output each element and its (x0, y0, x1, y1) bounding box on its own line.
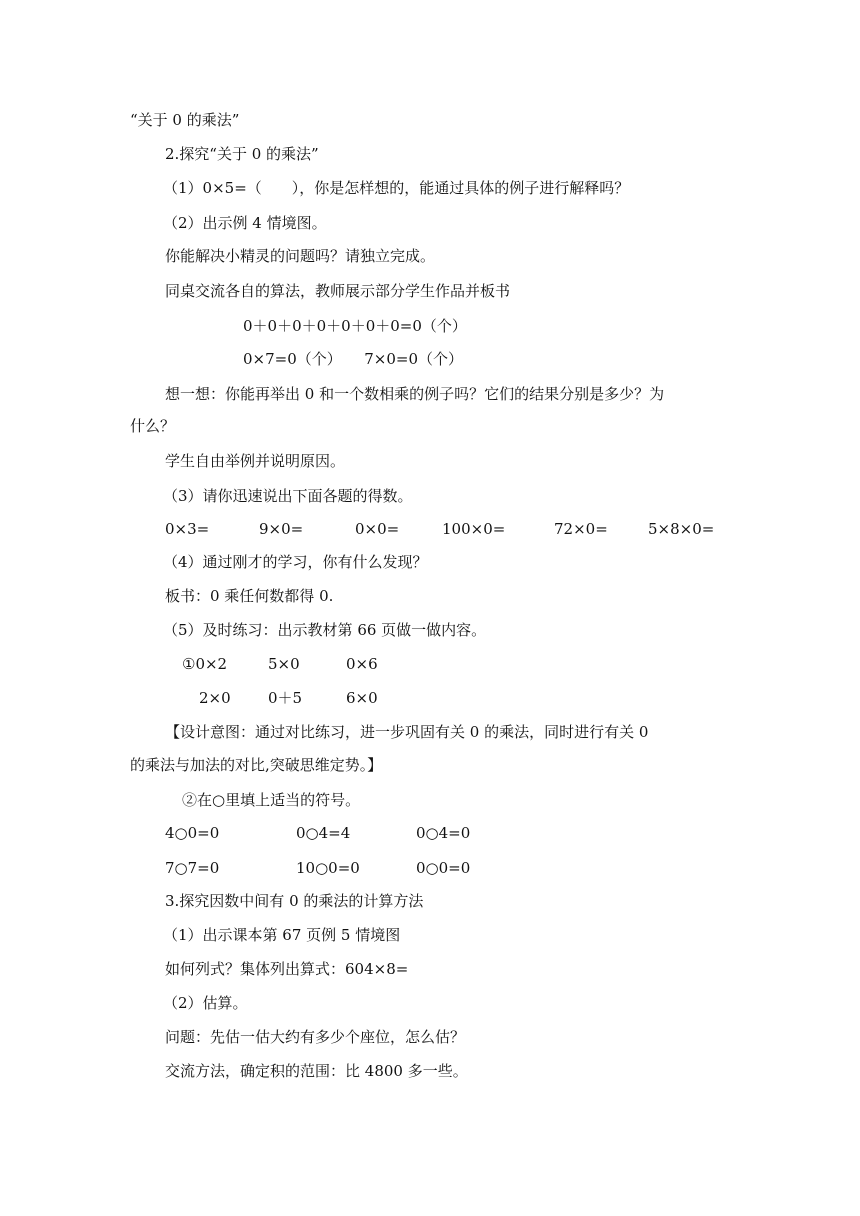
design-intent-line-2: 的乘法与加法的对比,突破思维定势。】 (130, 756, 383, 774)
step-5-text: （5）及时练习：出示教材第 66 页做一做内容。 (163, 621, 487, 639)
symbol-item: 10○0=0 (296, 859, 360, 877)
think-question-line-1: 想一想：你能再举出 0 和一个数相乘的例子吗？它们的结果分别是多少？为 (165, 385, 665, 403)
list-formula-text: 如何列式？集体列出算式：604×8= (165, 960, 409, 978)
symbol-item: 0○0=0 (416, 859, 471, 877)
symbol-row-2 (0, 858, 860, 878)
practice-item: 5×0 (268, 655, 300, 673)
quick-calc-row (0, 519, 860, 539)
quick-calc-item: 9×0= (259, 520, 304, 538)
think-question-line-2: 什么？ (130, 417, 176, 435)
heading-zero-multiplication: “关于 0 的乘法” (130, 111, 240, 129)
step-1-question: （1）0×5=（ ），你是怎样想的，能通过具体的例子进行解释吗？ (163, 179, 630, 197)
section-2-title: 2.探究“关于 0 的乘法” (165, 145, 319, 163)
formula-multiplication: 0×7=0（个） 7×0=0（个） (243, 350, 464, 368)
step-3-2-text: （2）估算。 (163, 994, 248, 1012)
practice-row-2 (0, 688, 860, 708)
practice-item: 2×0 (199, 689, 231, 707)
blackboard-note: 板书：0 乘任何数都得 0. (165, 587, 334, 605)
step-3-1-text: （1）出示课本第 67 页例 5 情境图 (163, 926, 401, 944)
design-intent-line-1: 【设计意图：通过对比练习，进一步巩固有关 0 的乘法，同时进行有关 0 (165, 723, 649, 741)
estimate-range: 交流方法，确定积的范围：比 4800 多一些。 (165, 1062, 468, 1080)
students-example-text: 学生自由举例并说明原因。 (165, 452, 346, 470)
step-3-text: （3）请你迅速说出下面各题的得数。 (163, 487, 413, 505)
symbol-item: 0○4=4 (296, 824, 351, 842)
exchange-text: 同桌交流各自的算法，教师展示部分学生作品并板书 (165, 282, 511, 300)
question-independent: 你能解决小精灵的问题吗？请独立完成。 (165, 247, 436, 265)
quick-calc-item: 5×8×0= (648, 520, 715, 538)
quick-calc-item: 100×0= (442, 520, 506, 538)
step-2-text: （2）出示例 4 情境图。 (163, 214, 327, 232)
practice-item: 0＋5 (268, 689, 303, 707)
quick-calc-item: 0×3= (165, 520, 210, 538)
symbol-item: 0○4=0 (416, 824, 471, 842)
practice-row-1 (0, 654, 860, 674)
symbol-fill-instruction: ②在○里填上适当的符号。 (182, 791, 361, 809)
symbol-row-1 (0, 823, 860, 843)
symbol-item: 4○0=0 (165, 824, 220, 842)
practice-item: 6×0 (346, 689, 378, 707)
section-3-title: 3.探究因数中间有 0 的乘法的计算方法 (165, 892, 424, 910)
symbol-item: 7○7=0 (165, 859, 220, 877)
quick-calc-item: 72×0= (554, 520, 608, 538)
formula-addition: 0＋0＋0＋0＋0＋0＋0=0（个） (243, 317, 467, 335)
step-4-text: （4）通过刚才的学习，你有什么发现？ (163, 553, 428, 571)
practice-item: 0×6 (346, 655, 378, 673)
estimate-question: 问题：先估一估大约有多少个座位，怎么估？ (165, 1028, 466, 1046)
quick-calc-item: 0×0= (355, 520, 400, 538)
practice-item: ①0×2 (182, 655, 228, 673)
